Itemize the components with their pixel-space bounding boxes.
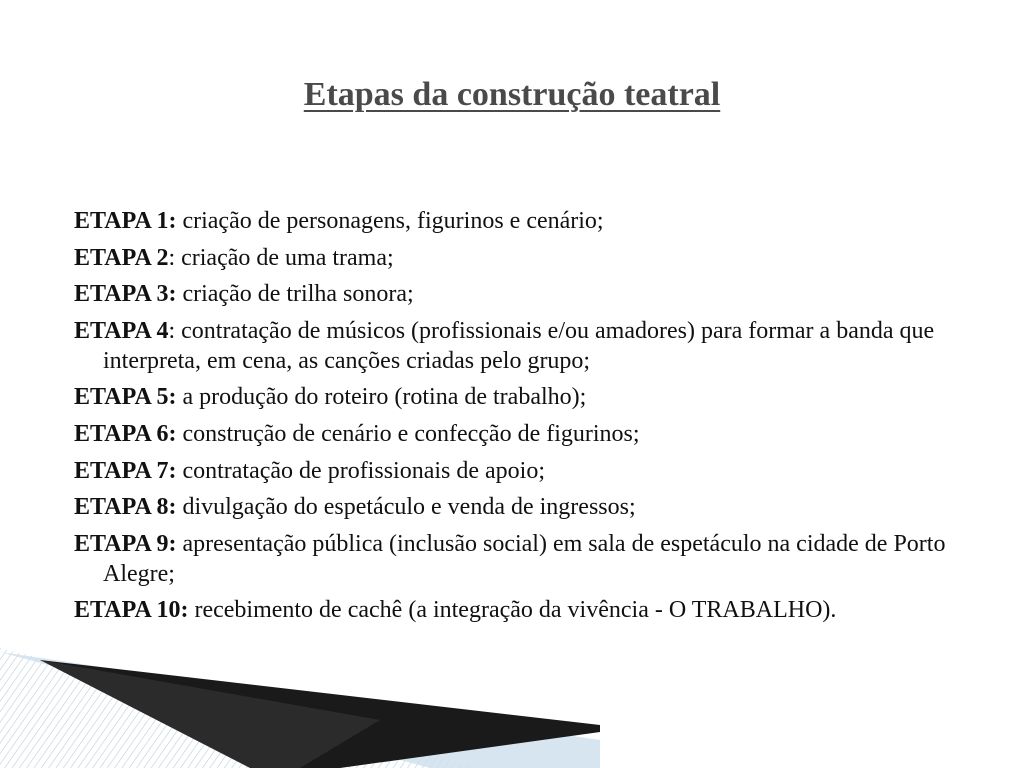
step-label: ETAPA 8: [74,494,177,521]
decor-dark-wedge [40,660,600,768]
steps-list [74,206,974,632]
step-label: ETAPA 4 [74,317,169,344]
step-label: ETAPA 1: [74,208,177,234]
decor-light-band [0,652,600,768]
step-item [74,492,974,522]
step-item [74,419,974,449]
step-text: criação de trilha sonora; [176,281,414,308]
step-text: criação de personagens, figurinos e cenário; [176,208,604,234]
step-item [74,243,974,273]
decor-dark-tip [40,660,380,768]
step-item [74,382,974,412]
step-item [74,529,974,589]
step-label: ETAPA 5: [74,384,177,411]
step-item [74,595,974,625]
step-label: ETAPA 3: [74,281,177,308]
step-item [74,206,974,236]
step-text: apresentação pública (inclusão social) em sala de espetáculo na cidade de Porto Alegre; [103,530,946,587]
step-item [74,316,974,376]
step-text: recebimento de cachê (a integração da vivência - O TRABALHO). [188,597,837,624]
slide-title [0,76,1024,114]
step-text: : contratação de músicos (profissionais e/ou amadores) para formar a banda que interpreta, em cena, as canções criadas pelo grupo; [103,317,935,374]
step-label: ETAPA 9: [74,530,177,557]
step-item [74,456,974,486]
step-text: construção de cenário e confecção de figurinos; [176,420,640,447]
step-label: ETAPA 10: [74,597,189,624]
step-text: : criação de uma trama; [168,244,394,271]
step-item [74,279,974,309]
step-text: divulgação do espetáculo e venda de ingressos; [176,494,636,521]
step-text: a produção do roteiro (rotina de trabalho); [176,384,587,411]
slide-title-text: Etapas da construção teatral [303,76,721,113]
decor-hatched-band [0,648,480,768]
step-label: ETAPA 6: [74,420,177,447]
step-text: contratação de profissionais de apoio; [176,457,545,484]
step-label: ETAPA 7: [74,457,177,484]
step-label: ETAPA 2 [74,244,169,271]
